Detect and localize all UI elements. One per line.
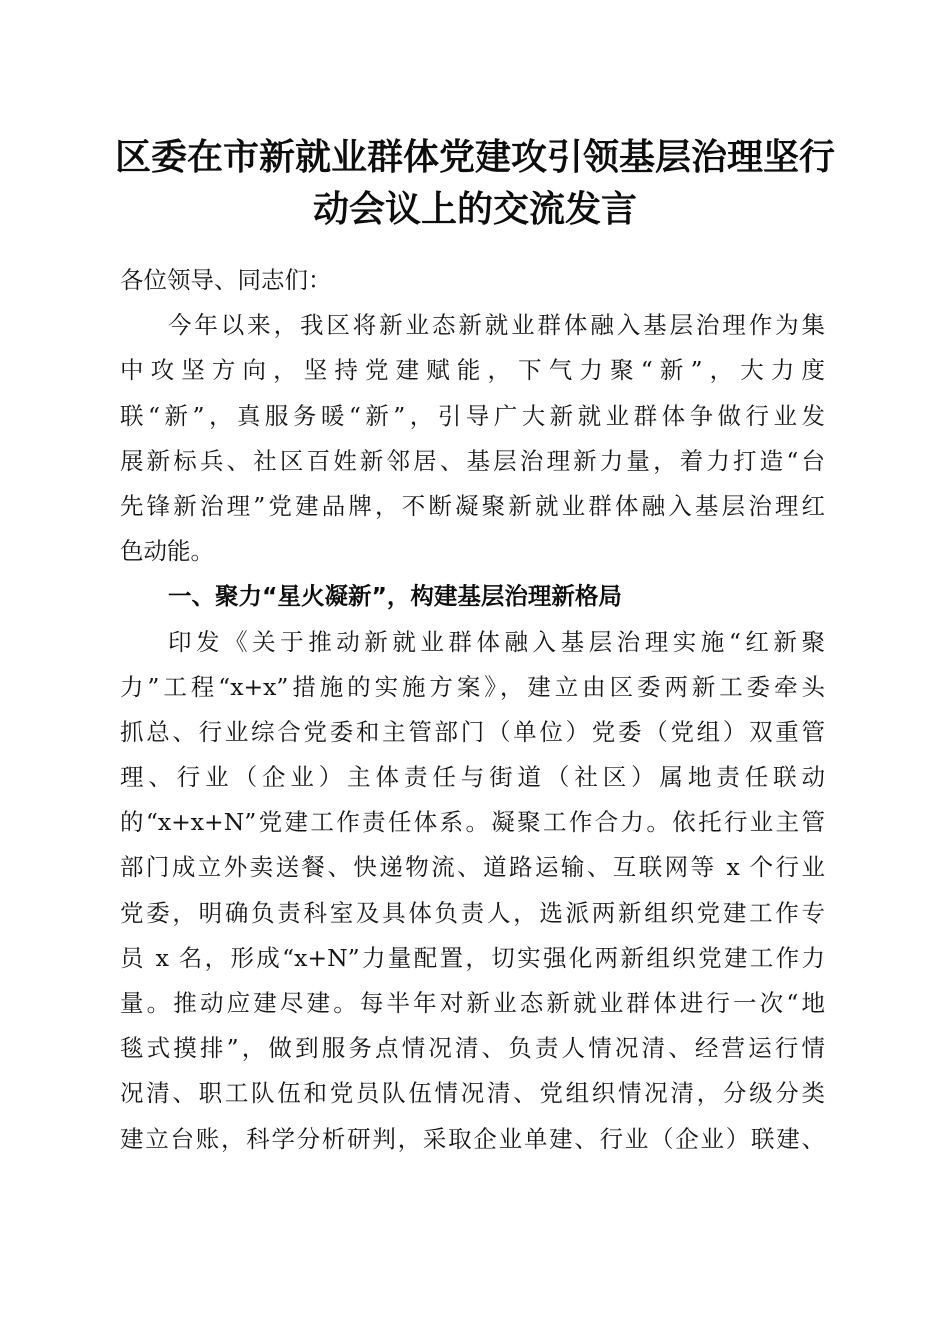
paragraph-line: 党委，明确负责科室及具体负责人，选派两新组织党建工作专 (120, 898, 825, 927)
section-heading: 一、聚力“星火凝新”，构建基层治理新格局 (168, 582, 622, 611)
paragraph-line: 联“新”，真服务暖“新”，引导广大新就业群体争做行业发 (120, 401, 825, 430)
salutation: 各位领导、同志们： (120, 266, 332, 294)
paragraph-line: 部门成立外卖送餐、快递物流、道路运输、互联网等 x 个行业 (120, 853, 825, 882)
paragraph-line: 理、行业（企业）主体责任与街道（社区）属地责任联动 (120, 763, 825, 792)
paragraph-line: 抓总、行业综合党委和主管部门（单位）党委（党组）双重管 (120, 717, 825, 746)
title-line-2: 动会议上的交流发言 (312, 189, 637, 230)
paragraph-line: 的“x+x+N”党建工作责任体系。凝聚工作合力。依托行业主管 (120, 808, 825, 837)
section1-paragraph (120, 620, 825, 1162)
paragraph-line: 先锋新治理”党建品牌，不断凝聚新就业群体融入基层治理红 (120, 491, 825, 520)
paragraph-line: 展新标兵、社区百姓新邻居、基层治理新力量，着力打造“台 (120, 446, 825, 475)
document-body (120, 258, 825, 1162)
paragraph-line: 况清、职工队伍和党员队伍情况清、党组织情况清，分级分类 (120, 1079, 825, 1108)
paragraph-line: 中攻坚方向，坚持党建赋能，下气力聚“新”，大力度 (120, 356, 825, 385)
intro-paragraph (120, 303, 825, 574)
paragraph-line: 建立台账，科学分析研判，采取企业单建、行业（企业）联建、 (120, 1124, 825, 1153)
paragraph-line: 毯式摸排”，做到服务点情况清、负责人情况清、经营运行情 (120, 1034, 825, 1063)
paragraph-line: 印发《关于推动新就业群体融入基层治理实施“红新聚 (168, 627, 825, 656)
paragraph-line: 量。推动应建尽建。每半年对新业态新就业群体进行一次“地 (120, 989, 825, 1017)
paragraph-line: 力”工程“x+x”措施的实施方案》，建立由区委两新工委牵头 (120, 672, 825, 701)
paragraph-line: 员 x 名，形成“x+N”力量配置，切实强化两新组织党建工作力 (120, 943, 825, 972)
document-title (110, 132, 840, 236)
paragraph-line: 今年以来，我区将新业态新就业群体融入基层治理作为集 (168, 311, 825, 340)
paragraph-line: 色动能。 (120, 537, 214, 566)
title-line-1: 区委在市新就业群体党建攻引领基层治理坚行 (114, 137, 835, 178)
